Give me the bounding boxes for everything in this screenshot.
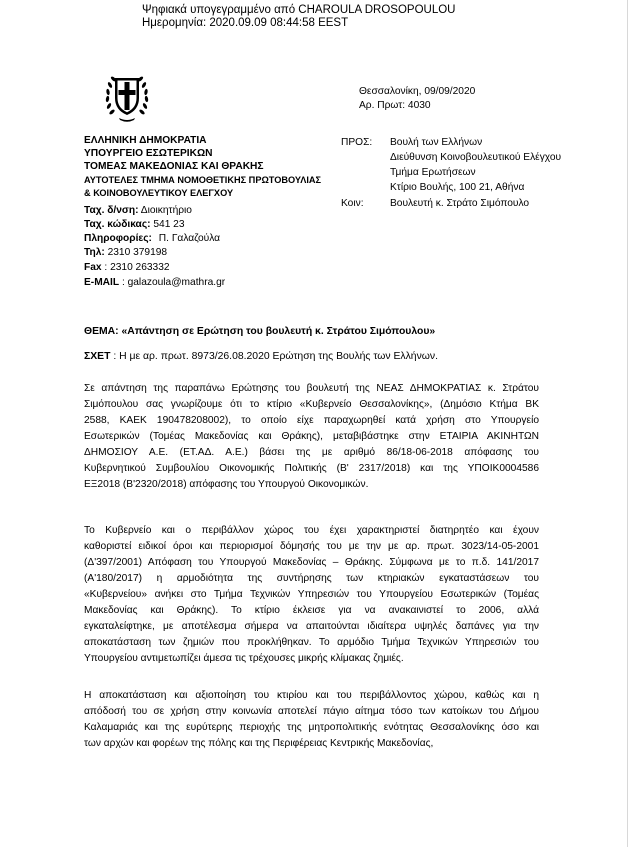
paragraph-line: Το Κυβερνείο και ο περιβάλλον χώρος του έχει χαρακτηριστεί διατηρητέο και έχουν: [84, 525, 539, 536]
fax-label: Fax: [84, 262, 102, 273]
reference-label: ΣΧΕΤ: [84, 351, 111, 362]
paragraph-line: απόδοσή του σε χρήση στην κοινωνία αποτελεί πάγιο αίτημα τόσο των κατοίκων του Δήμου: [84, 706, 539, 717]
email-value: : galazoula@mathra.gr: [121, 277, 226, 288]
issuer-line: ΥΠΟΥΡΓΕΙΟ ΕΣΩΤΕΡΙΚΩΝ: [84, 148, 213, 159]
cc-label: Κοιν:: [341, 198, 364, 209]
cc-value: Βουλευτή κ. Στράτο Σιμόπουλο: [390, 198, 530, 209]
digital-signature-signer: Ψηφιακά υπογεγραμμένο από CHAROULA DROSOPOULOU: [142, 4, 456, 16]
postcode-label: Ταχ. κώδικας:: [84, 219, 151, 230]
fax-row: [84, 261, 170, 274]
info-label: Πληροφορίες:: [84, 233, 152, 244]
paragraph-line: ΕΞ2018 (Β'2320/2018) απόφασης του Υπουργού Οικονομικών.: [84, 479, 369, 490]
recipient-line: Κτίριο Βουλής, 100 21, Αθήνα: [390, 182, 525, 193]
paragraph-line: Σε απάντηση της παραπάνω Ερώτησης του βουλευτή της ΝΕΑΣ ΔΗΜΟΚΡΑΤΙΑΣ κ. Στράτου: [84, 383, 539, 394]
paragraph-line: Εσωτερικών (Τομέας Μακεδονίας και Θράκης), μεταβιβάστηκε στην ΕΤΑΙΡΙΑ ΑΚΙΝΗΤΩΝ: [84, 431, 539, 442]
address-label: Ταχ. δ/νση:: [84, 205, 139, 216]
paragraph-line: Υπουργείου αντιμετωπίζει άμεσα τις τρέχουσες μικρής κλίμακας ζημιές.: [84, 653, 404, 664]
phone-value: 2310 379198: [107, 247, 168, 258]
phone-label: Τηλ:: [84, 247, 105, 258]
info-row: [84, 232, 220, 245]
body-paragraph-1: [84, 381, 539, 493]
paragraph-line: καθοριστεί ειδικοί όροι και περιορισμοί δόμησής του με την με αρ. πρωτ. 3023/14-05-2001: [84, 541, 539, 552]
paragraph-line: των αρχών και φορέων της πόλης και της Περιφέρειας Κεντρικής Μακεδονίας,: [84, 738, 434, 749]
body-paragraph-3: [84, 688, 539, 752]
recipient-line: Βουλή των Ελλήνων: [390, 137, 483, 148]
paragraph-line: εγκαταλείφτηκε, με αποτέλεσμα σήμερα να απαιτούνται ιδιαίτερα υψηλές δαπάνες για την: [84, 621, 539, 632]
paragraph-line: Η αποκατάσταση και αξιοποίηση του κτιρίου και του περιβάλλοντος χώρου, καθώς και η: [84, 690, 539, 701]
paragraph-line: Καλαμαριάς και της ευρύτερης περιοχής της μητροπολιτικής ενότητας Θεσσαλονίκης όσο και: [84, 722, 539, 733]
issuer-line: ΕΛΛΗΝΙΚΗ ΔΗΜΟΚΡΑΤΙΑ: [84, 135, 207, 146]
issuer-line: ΤΟΜΕΑΣ ΜΑΚΕΔΟΝΙΑΣ ΚΑΙ ΘΡΑΚΗΣ: [84, 161, 264, 172]
address-value: Διοικητήριο: [140, 205, 192, 216]
info-value: Π. Γαλαζούλα: [158, 233, 221, 244]
email-label: E-MAIL: [84, 277, 120, 288]
paragraph-line: 2588, ΚΑΕΚ 190478208002), το οποίο είχε παραχωρηθεί κατά χρήση στο Υπουργείο: [84, 415, 539, 426]
fax-value: : 2310 263332: [104, 262, 170, 273]
body-paragraph-2: [84, 523, 539, 667]
paragraph-line: Κυβερνητικού Συμβουλίου Οικονομικής Πολιτικής (Β' 2317/2018) και της ΥΠΟΙΚ0004586: [84, 463, 539, 474]
recipient-line: Τμήμα Ερωτήσεων: [390, 167, 476, 178]
issuer-line: ΑΥΤΟΤΕΛΕΣ ΤΜΗΜΑ ΝΟΜΟΘΕΤΙΚΗΣ ΠΡΩΤΟΒΟΥΛΙΑΣ: [84, 175, 322, 185]
protocol-number: Αρ. Πρωτ: 4030: [359, 100, 431, 111]
reference-text: : Η με αρ. πρωτ. 8973/26.08.2020 Ερώτηση της Βουλής των Ελλήνων.: [110, 351, 438, 362]
email-row: [84, 276, 225, 289]
postcode-row: [84, 218, 185, 231]
paragraph-line: (Α'180/2017) η αρμοδιότητα της συντήρησης των κτηριακών εγκαταστάσεων του: [84, 573, 539, 584]
paragraph-line: (Δ'397/2001) Απόφαση του Υπουργού Μακεδονίας – Θράκης. Σύμφωνα με το π.δ. 141/2017: [84, 557, 539, 568]
phone-row: [84, 246, 167, 259]
subject-line: ΘΕΜΑ: «Απάντηση σε Ερώτηση του βουλευτή κ. Στράτου Σιμόπουλου»: [84, 326, 436, 337]
paragraph-line: αποκατάσταση των ζημιών που προκλήθηκαν. Το αρμόδιο Τμήμα Τεχνικών Υπηρεσιών του: [84, 637, 539, 648]
address-row: [84, 204, 192, 217]
paragraph-line: ΔΗΜΟΣΙΟΥ Α.Ε. (ΕΤ.ΑΔ. Α.Ε.) βάσει της με αριθμό 86/18-06-2018 απόφασης του: [84, 447, 539, 458]
paragraph-line: Μακεδονίας και Θράκης). Το κτίριο έκλεισε για να ανακαινιστεί το 2006, αλλά: [84, 605, 539, 616]
recipient-line: Διεύθυνση Κοινοβουλευτικού Ελέγχου: [390, 152, 562, 163]
place-date: Θεσσαλονίκη, 09/09/2020: [359, 86, 476, 97]
greek-coat-of-arms-icon: [103, 68, 151, 124]
paragraph-line: Σιμόπουλου σας γνωρίζουμε ότι το κτίριο «Κυβερνείο Θεσσαλονίκης», (Δημόσιο Κτήμα ΒΚ: [84, 399, 539, 410]
postcode-value: 541 23: [153, 219, 185, 230]
paragraph-line: «Κυβερνείου» ανήκει στο Τμήμα Τεχνικών Υπηρεσιών του Υπουργείου Εσωτερικών (Τομέας: [84, 589, 539, 600]
reference-line: [84, 351, 438, 362]
issuer-line: & ΚΟΙΝΟΒΟΥΛΕΥΤΙΚΟΥ ΕΛΕΓΧΟΥ: [84, 188, 234, 198]
digital-signature-date: Ημερομηνία: 2020.09.09 08:44:58 EEST: [142, 17, 349, 29]
to-label: ΠΡΟΣ:: [341, 137, 373, 148]
page-edge-divider: [627, 0, 628, 847]
